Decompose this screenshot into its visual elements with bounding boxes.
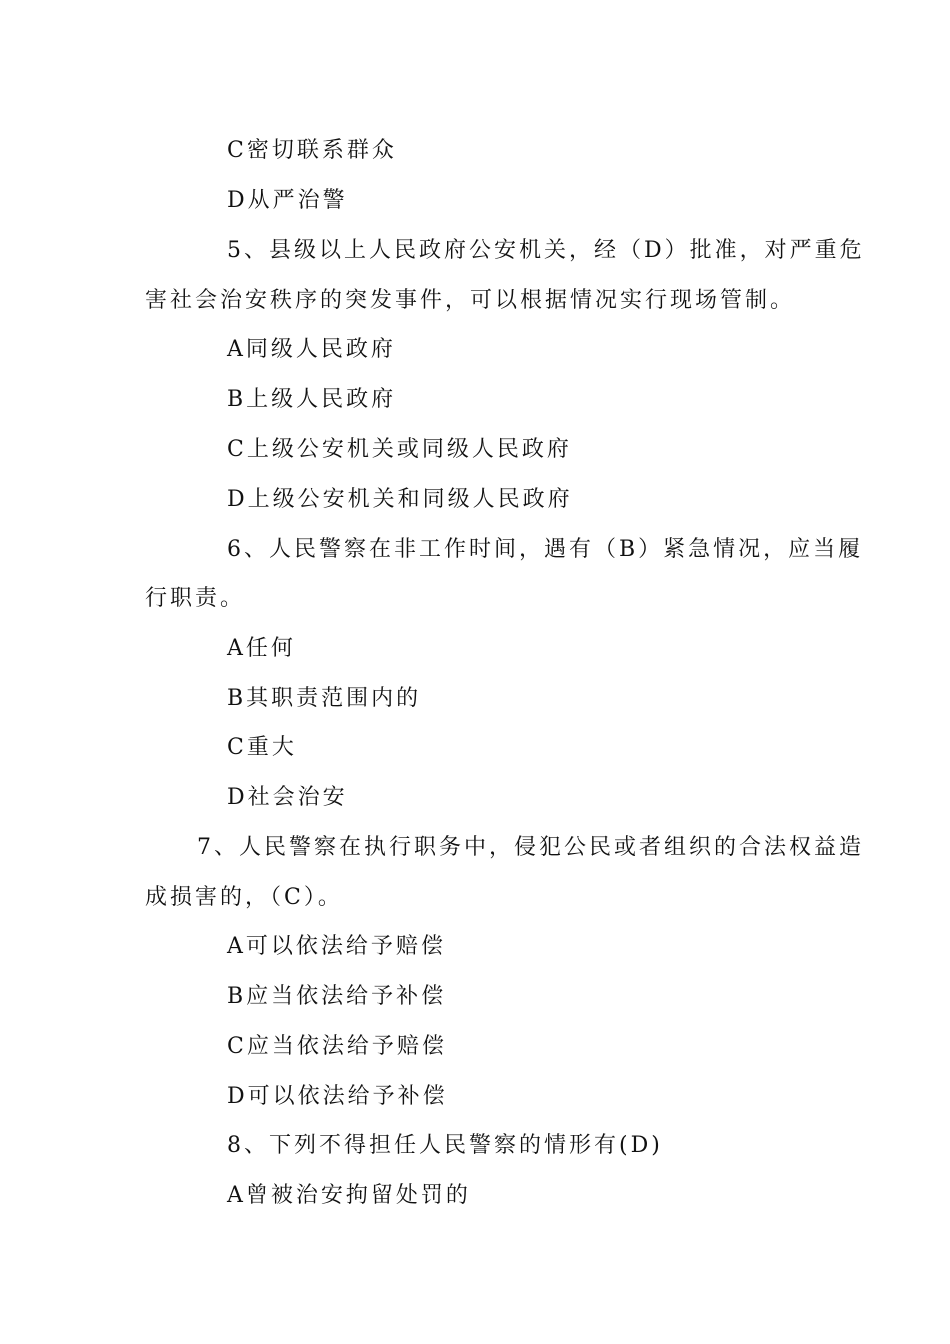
option-b-q6: B其职责范围内的 [227, 686, 422, 711]
option-b-q7: B应当依法给予补偿 [227, 984, 447, 1009]
option-c-q4: C密切联系群众 [227, 138, 397, 163]
option-d-q7: D可以依法给予补偿 [227, 1084, 448, 1109]
option-d-q5: D上级公安机关和同级人民政府 [227, 487, 573, 512]
question-6-line-2: 行职责。 [145, 586, 246, 611]
option-c-q6: C重大 [227, 735, 297, 760]
option-d-q4: D从严治警 [227, 188, 348, 213]
option-c-q5: C上级公安机关或同级人民政府 [227, 437, 572, 462]
option-b-q5: B上级人民政府 [227, 387, 397, 412]
question-5-line-1: 5、县级以上人民政府公安机关，经（D）批准，对严重危 [227, 238, 865, 263]
question-6-line-1: 6、人民警察在非工作时间，遇有（B）紧急情况，应当履 [227, 537, 864, 562]
question-5-line-2: 害社会治安秩序的突发事件，可以根据情况实行现场管制。 [145, 288, 796, 313]
question-7-line-2: 成损害的，（C）。 [145, 885, 343, 910]
option-a-q8: A曾被治安拘留处罚的 [227, 1183, 471, 1208]
question-8-line-1: 8、下列不得担任人民警察的情形有(D) [227, 1133, 663, 1158]
option-a-q5: A同级人民政府 [227, 337, 396, 362]
option-a-q7: A可以依法给予赔偿 [227, 934, 446, 959]
option-c-q7: C应当依法给予赔偿 [227, 1034, 447, 1059]
option-a-q6: A任何 [227, 636, 296, 661]
option-d-q6: D社会治安 [227, 785, 348, 810]
question-7-line-1: 7、人民警察在执行职务中，侵犯公民或者组织的合法权益造 [197, 835, 864, 860]
